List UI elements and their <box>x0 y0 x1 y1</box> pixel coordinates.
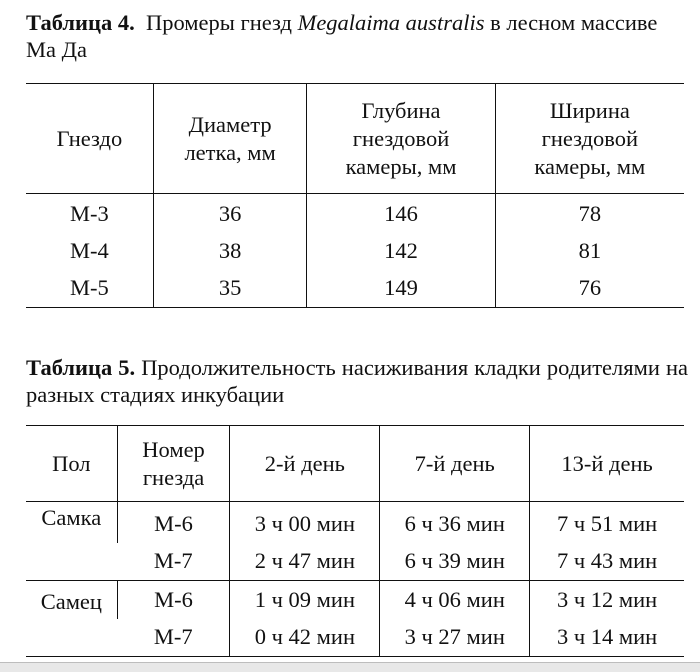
table5-header-day7: 7-й день <box>380 426 530 502</box>
table5-header-nest-number: Номер гнезда <box>117 426 230 502</box>
table5-cell: 4 ч 06 мин <box>380 581 530 619</box>
table-row <box>26 502 684 543</box>
table-row <box>26 270 684 308</box>
table5-cell: М-6 <box>117 502 230 543</box>
table5-header-sex: Пол <box>26 426 117 502</box>
table4-header-nest: Гнездо <box>26 84 153 194</box>
table4-header-chamber-depth: Глубина гнездовой камеры, мм <box>307 84 495 194</box>
table5-cell: 3 ч 27 мин <box>380 619 530 657</box>
table4-cell: 38 <box>153 232 307 270</box>
table5-cell: 3 ч 14 мин <box>530 619 684 657</box>
table5-header-row <box>26 426 684 502</box>
table4-cell: 146 <box>307 194 495 232</box>
table4-cell: 35 <box>153 270 307 308</box>
table4-header-entrance-diameter: Диаметр летка, мм <box>153 84 307 194</box>
table5-cell: 1 ч 09 мин <box>230 581 380 619</box>
table4-cell: М-4 <box>70 237 109 263</box>
table5-caption-text: Продолжительность насиживания кладки родителями на разных стадиях инкубации <box>26 355 688 407</box>
table4-cell: 78 <box>495 194 684 232</box>
nest-measurements-table <box>26 83 684 308</box>
table4-cell: 142 <box>307 232 495 270</box>
table4-header-chamber-width: Ширина гнездовой камеры, мм <box>495 84 684 194</box>
table5-caption-label: Таблица 5. <box>26 355 136 380</box>
table5-cell: 7 ч 43 мин <box>530 543 684 581</box>
table5-sex-cell: Самец <box>40 589 102 614</box>
table5-caption <box>26 354 688 408</box>
table4-caption-label: Таблица 4. <box>26 10 135 35</box>
table5-cell: М-6 <box>117 581 230 619</box>
table5-cell: 3 ч 12 мин <box>530 581 684 619</box>
table5-cell: М-7 <box>117 543 230 581</box>
table5-header-day2: 2-й день <box>230 426 380 502</box>
table5-header-day13: 13-й день <box>530 426 684 502</box>
table5-cell: 6 ч 36 мин <box>380 502 530 543</box>
table5-sex-cell: Самка <box>26 502 117 581</box>
table5-cell: 7 ч 51 мин <box>530 502 684 543</box>
table5-cell: 2 ч 47 мин <box>230 543 380 581</box>
table4-header-row <box>26 84 684 194</box>
table4-cell: М-5 <box>70 275 109 301</box>
table5-cell: 3 ч 00 мин <box>230 502 380 543</box>
table4-cell: 76 <box>495 270 684 308</box>
table4-caption-pre: Промеры гнезд <box>145 10 292 35</box>
table4-cell: М-3 <box>70 201 109 227</box>
table4-caption-post: в лесном массиве Ма Да <box>26 10 658 62</box>
table4-cell: 81 <box>495 232 684 270</box>
table-row <box>26 194 684 232</box>
table4-caption-species: Megalaima australis <box>297 10 485 35</box>
table-row <box>26 581 684 619</box>
table-row <box>26 543 684 581</box>
table4-cell: 36 <box>153 194 307 232</box>
incubation-duration-table <box>26 425 684 657</box>
table5-cell: М-7 <box>153 624 193 650</box>
table-row <box>26 232 684 270</box>
table5-cell: 6 ч 39 мин <box>380 543 530 581</box>
table5-cell: 0 ч 42 мин <box>230 619 380 657</box>
table4-cell: 149 <box>307 270 495 308</box>
table4-caption <box>26 9 688 63</box>
table-row <box>26 619 684 657</box>
